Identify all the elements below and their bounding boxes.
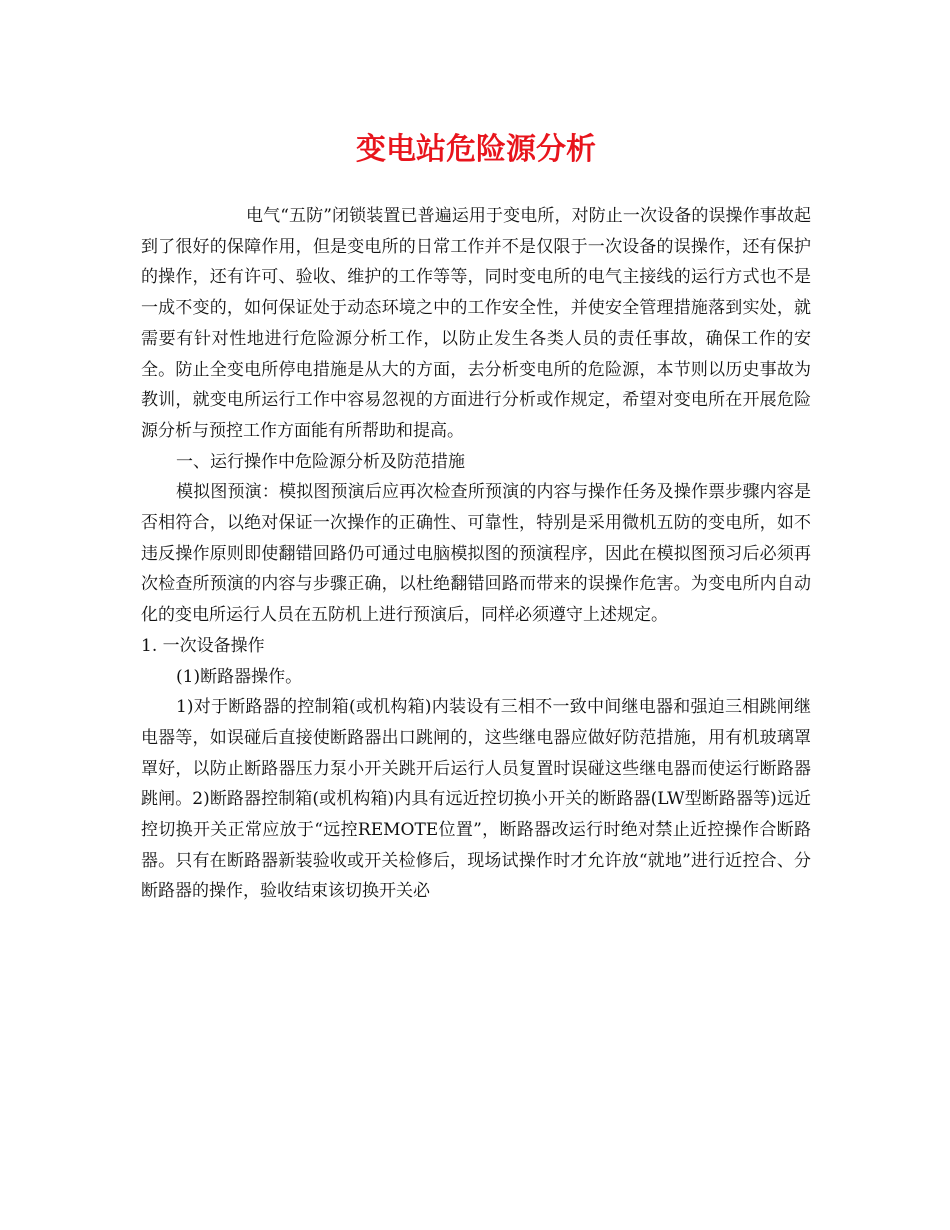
breaker-paragraph: 1)对于断路器的控制箱(或机构箱)内装设有三相不一致中间继电器和强迫三相跳闸继电器等，如误碰后直接使断路器出口跳闸的，这些继电器应做好防范措施，用有机玻璃罩罩好，以防止断路器压力泵小开关跳开后运行人员复置时误碰这些继电器而使运行断路器跳闸。2)断路器控制箱(或机构箱)内具有远近控切换小开关的断路器(LW型断路器等)远近控切换开关正常应放于“远控REMOTE位置”，断路器改运行时绝对禁止近控操作合断路器。只有在断路器新装验收或开关检修后，现场试操作时才允许放“就地”进行近控合、分断路器的操作，验收结束该切换开关必 — [141, 697, 811, 902]
subsection-heading: 1. 一次设备操作 — [141, 635, 265, 656]
item-heading: (1)断路器操作。 — [176, 666, 303, 687]
section-heading: 一、运行操作中危险源分析及防范措施 — [176, 451, 465, 472]
page-title: 变电站危险源分析 — [356, 132, 596, 167]
intro-paragraph: 电气“五防”闭锁装置已普遍运用于变电所，对防止一次设备的误操作事故起到了很好的保障作用，但是变电所的日常工作并不是仅限于一次设备的误操作，还有保护的操作，还有许可、验收、维护的工作等等，同时变电所的电气主接线的运行方式也不是一成不变的，如何保证处于动态环境之中的工作安全性，并使安全管理措施落到实处，就需要有针对性地进行危险源分析工作，以防止发生各类人员的责任事故，确保工作的安全。防止全变电所停电措施是从大的方面，去分析变电所的危险源，本节则以历史事故为教训，就变电所运行工作中容易忽视的方面进行分析或作规定，希望对变电所在开展危险源分析与预控工作方面能有所帮助和提高。 — [141, 206, 811, 441]
simulation-paragraph: 模拟图预演：模拟图预演后应再次检查所预演的内容与操作任务及操作票步骤内容是否相符合，以绝对保证一次操作的正确性、可靠性，特别是采用微机五防的变电所，如不违反操作原则即使翻错回路仍可通过电脑模拟图的预演程序，因此在模拟图预习后必须再次检查所预演的内容与步骤正确，以杜绝翻错回路而带来的误操作危害。为变电所内自动化的变电所运行人员在五防机上进行预演后，同样必须遵守上述规定。 — [141, 482, 811, 626]
document-page — [141, 125, 811, 907]
